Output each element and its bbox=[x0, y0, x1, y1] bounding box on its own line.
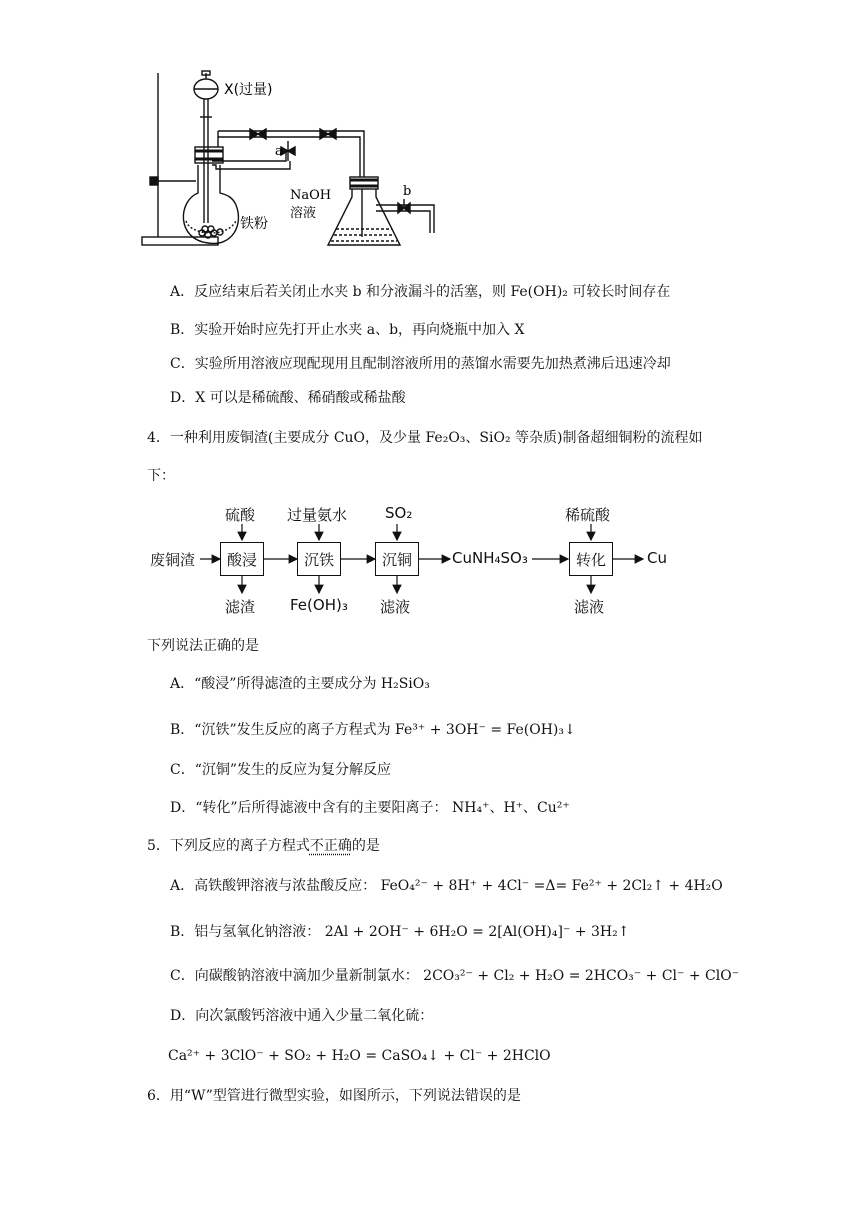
option-text: 向次氯酸钙溶液中通入少量二氧化硫： bbox=[195, 1008, 434, 1024]
option-text: “酸浸”所得滤渣的主要成分为 H₂SiO₃ bbox=[194, 676, 430, 692]
flow-intermediate: CuNH₄SO₃ bbox=[452, 549, 528, 567]
valve-a-label: a bbox=[275, 144, 283, 159]
q3-option-c bbox=[170, 354, 671, 374]
process-flowchart bbox=[140, 500, 700, 625]
flow-start: 废铜渣 bbox=[150, 551, 196, 569]
option-letter: A． bbox=[170, 676, 195, 692]
flow-output-4: 滤液 bbox=[574, 598, 605, 616]
option-text: 向碳酸钠溶液中滴加少量新制氯水： bbox=[194, 968, 419, 984]
iron-powder-label: 铁粉 bbox=[240, 216, 268, 232]
flow-input-3: SO₂ bbox=[385, 504, 413, 522]
q3-option-b bbox=[170, 320, 524, 340]
option-text: “沉铁”发生反应的离子方程式为 Fe³⁺ + 3OH⁻ = Fe(OH)₃↓ bbox=[194, 722, 576, 738]
flow-box-precip-copper: 沉铜 bbox=[375, 542, 419, 576]
q5-stem bbox=[147, 836, 380, 856]
option-text: 高铁酸钾溶液与浓盐酸反应： bbox=[194, 878, 377, 894]
option-text: 实验开始时应先打开止水夹 a、b，再向烧瓶中加入 X bbox=[194, 322, 525, 338]
naoh-label: NaOH bbox=[290, 188, 332, 203]
equation: 2Al + 2OH⁻ + 6H₂O = 2[Al(OH)₄]⁻ + 3H₂↑ bbox=[324, 924, 630, 940]
option-text: 实验所用溶液应现配现用且配制溶液所用的蒸馏水需要先加热煮沸后迅速冷却 bbox=[194, 356, 671, 372]
q4-option-b bbox=[170, 720, 576, 740]
option-text: 可较长时间存在 bbox=[567, 284, 671, 300]
q4-stem-line1: 4．一种利用废铜渣(主要成分 CuO，及少量 Fe₂O₃、SiO₂ 等杂质)制备超细铜粉的流程如 bbox=[147, 430, 703, 446]
q5-option-d bbox=[170, 1006, 433, 1026]
q3-option-a bbox=[170, 282, 670, 302]
option-letter: A． bbox=[170, 878, 195, 894]
stem-emphasis: 不正确 bbox=[309, 838, 352, 854]
q6-stem: 6．用“W”型管进行微型实验，如图所示，下列说法错误的是 bbox=[147, 1088, 521, 1104]
flow-output-1: 滤渣 bbox=[225, 598, 256, 616]
solution-label: 溶液 bbox=[290, 206, 317, 221]
flow-input-1: 硫酸 bbox=[225, 506, 256, 524]
flow-box-convert: 转化 bbox=[569, 542, 613, 576]
q5-option-a bbox=[170, 876, 723, 896]
option-letter: D． bbox=[170, 800, 196, 816]
equation: 2CO₃²⁻ + Cl₂ + H₂O = 2HCO₃⁻ + Cl⁻ + ClO⁻ bbox=[423, 968, 740, 984]
flow-box-acid-leach: 酸浸 bbox=[220, 542, 264, 576]
option-letter: D． bbox=[170, 390, 196, 406]
option-letter: A． bbox=[170, 284, 195, 300]
conical-flask bbox=[328, 185, 400, 245]
funnel-label: X(过量) bbox=[224, 82, 273, 98]
formula: Fe(OH)₂ bbox=[510, 284, 568, 300]
option-letter: B． bbox=[170, 722, 195, 738]
valve-b-label: b bbox=[403, 184, 412, 199]
option-letter: C． bbox=[170, 968, 195, 984]
q4-option-c bbox=[170, 760, 391, 780]
equation: FeO₄²⁻ + 8H⁺ + 4Cl⁻ =Δ= Fe²⁺ + 2Cl₂↑ + 4H₂O bbox=[380, 878, 723, 894]
option-text: 反应结束后若关闭止水夹 b 和分液漏斗的活塞，则 bbox=[194, 284, 511, 300]
option-text: 铝与氢氧化钠溶液： bbox=[194, 924, 321, 940]
q4-option-d bbox=[170, 798, 570, 818]
option-letter: C． bbox=[170, 762, 195, 778]
apparatus-diagram bbox=[140, 65, 460, 255]
flow-input-2: 过量氨水 bbox=[287, 506, 348, 524]
option-letter: B． bbox=[170, 924, 195, 940]
flow-product: Cu bbox=[647, 549, 667, 567]
option-letter: B． bbox=[170, 322, 195, 338]
q4-option-a bbox=[170, 674, 430, 694]
q5-option-d-equation: Ca²⁺ + 3ClO⁻ + SO₂ + H₂O = CaSO₄↓ + Cl⁻ + 2HClO bbox=[168, 1048, 551, 1064]
q3-option-d bbox=[170, 388, 406, 408]
option-text: “沉铜”发生的反应为复分解反应 bbox=[194, 762, 392, 778]
flow-output-3: 滤液 bbox=[380, 598, 411, 616]
option-letter: D． bbox=[170, 1008, 196, 1024]
q4-prompt: 下列说法正确的是 bbox=[147, 638, 259, 654]
stem-text: 5．下列反应的离子方程式 bbox=[147, 838, 310, 854]
option-letter: C． bbox=[170, 356, 195, 372]
flow-box-precip-iron: 沉铁 bbox=[297, 542, 341, 576]
option-text: X 可以是稀硫酸、稀硝酸或稀盐酸 bbox=[195, 390, 406, 406]
q5-option-c bbox=[170, 966, 739, 986]
stem-text: 的是 bbox=[351, 838, 380, 854]
flow-input-4: 稀硫酸 bbox=[565, 506, 611, 524]
q4-stem-line2: 下： bbox=[147, 468, 175, 484]
q5-option-b bbox=[170, 922, 629, 942]
option-text: “转化”后所得滤液中含有的主要阳离子： NH₄⁺、H⁺、Cu²⁺ bbox=[195, 800, 570, 816]
flow-output-2: Fe(OH)₃ bbox=[290, 596, 348, 614]
